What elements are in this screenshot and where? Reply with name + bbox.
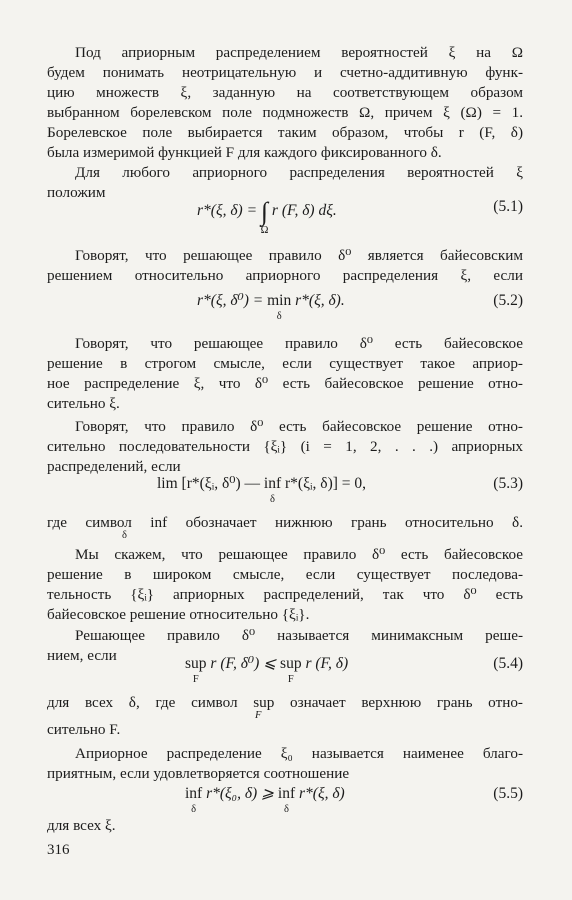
text-line: приятным, если удовлетворяется соотношение [47,765,350,782]
text-line: цию множеств ξ, заданную на соответствующем образом [47,84,523,101]
sup-operator: sup [185,655,207,672]
inf-operator: inf [185,785,203,802]
text-line: сительно последовательности {ξᵢ} (i = 1, 2, . . .) априорных [47,438,523,455]
equation-5-2 [47,290,523,320]
equation-number: (5.3) [493,475,523,492]
text-line: для всех ξ. [47,817,116,834]
inf-subscript: δ [284,804,290,815]
equation-number: (5.2) [493,292,523,309]
text-line: байесовское решение относительно {ξᵢ}. [47,606,310,623]
text-line: нием, если [47,647,117,664]
eq-rhs: r*(ξ, δ) [299,785,345,802]
eq-rhs: r*(ξᵢ, δ)] = 0, [285,475,367,492]
sup-subscript: F [287,674,294,685]
eq-rhs: r*(ξ, δ). [295,292,345,309]
inline-inf-subscript: δ [122,530,127,541]
text-line: Говорят, что решающее правило δ⁰ является байесовским [75,247,523,264]
eq-lhs: r*(ξ, δ⁰) = [197,292,264,309]
inf-operator: inf [277,785,296,802]
equation-5-4 [47,653,523,683]
inf-operator: inf [263,475,282,492]
text-line: Говорят, что правило δ⁰ есть байесовское решение отно- [75,418,523,435]
equation-number: (5.4) [493,655,523,672]
text-line: Для любого априорного распределения вероятностей ξ [75,164,523,181]
text-line: положим [47,184,106,201]
page-number: 316 [47,842,70,858]
text-line: Говорят, что решающее правило δ⁰ есть байесовское [75,335,523,352]
text-line: для всех δ, где символ sup означает верхнюю грань отно- [47,694,523,711]
eq-lhs: r*(ξ, δ) = [197,202,258,219]
min-operator: min [267,292,292,309]
text-line: решением относительно априорного распределения ξ, если [47,267,523,284]
equation-number: (5.5) [493,785,523,802]
text-line: распределений, если [47,458,181,475]
equation-5-5 [47,783,523,813]
text-line: где символ inf обозначает нижнюю грань относительно δ. [47,514,523,531]
integral-domain: Ω [260,225,269,236]
text-line: выбранном борелевском поле подмножеств Ω, причем ξ (Ω) = 1. [47,104,523,121]
equation-5-3 [47,473,523,503]
sup-operator: sup [280,655,302,672]
eq-lhs: r (F, δ⁰) ⩽ [210,655,277,672]
text-line: Борелевское поле выбирается таким образом, чтобы r (F, δ) [47,124,523,141]
eq-rhs: r (F, δ) dξ. [271,202,337,219]
integral-sign: ∫ [260,197,269,226]
inf-subscript: δ [270,494,275,505]
text-line: решение в широком смысле, если существует последова- [47,566,523,583]
equation-5-1 [47,196,523,236]
text-line: сительно ξ. [47,395,120,412]
equation-number: (5.1) [493,198,523,215]
text-line: Априорное распределение ξ₀ называется наименее благо- [75,745,523,762]
text-line: была измеримой функцией F для каждого фиксированного δ. [47,144,442,161]
text-line: тельность {ξᵢ} априорных распределений, так что δ⁰ есть [47,586,523,603]
text-line: Мы скажем, что решающее правило δ⁰ есть байесовское [75,546,523,563]
text-line: сительно F. [47,721,121,738]
text-line: Решающее правило δ⁰ называется минимаксным реше- [75,627,523,644]
text-line: Под априорным распределением вероятностей ξ на Ω [75,44,523,61]
text-line: будем понимать неотрицательную и счетно-аддитивную функ- [47,64,523,81]
sup-subscript: F [192,674,199,685]
text-line: ное распределение ξ, что δ⁰ есть байесовское решение отно- [47,375,523,392]
text-line: решение в строгом смысле, если существует такое априор- [47,355,523,372]
inf-subscript: δ [191,804,197,815]
min-subscript: δ [276,311,282,322]
eq-lhs: lim [r*(ξᵢ, δ⁰) — [157,475,261,492]
inline-sup-subscript: F [255,710,262,721]
eq-lhs: r*(ξ₀, δ) ⩾ [206,785,275,802]
eq-rhs: r (F, δ) [305,655,349,672]
